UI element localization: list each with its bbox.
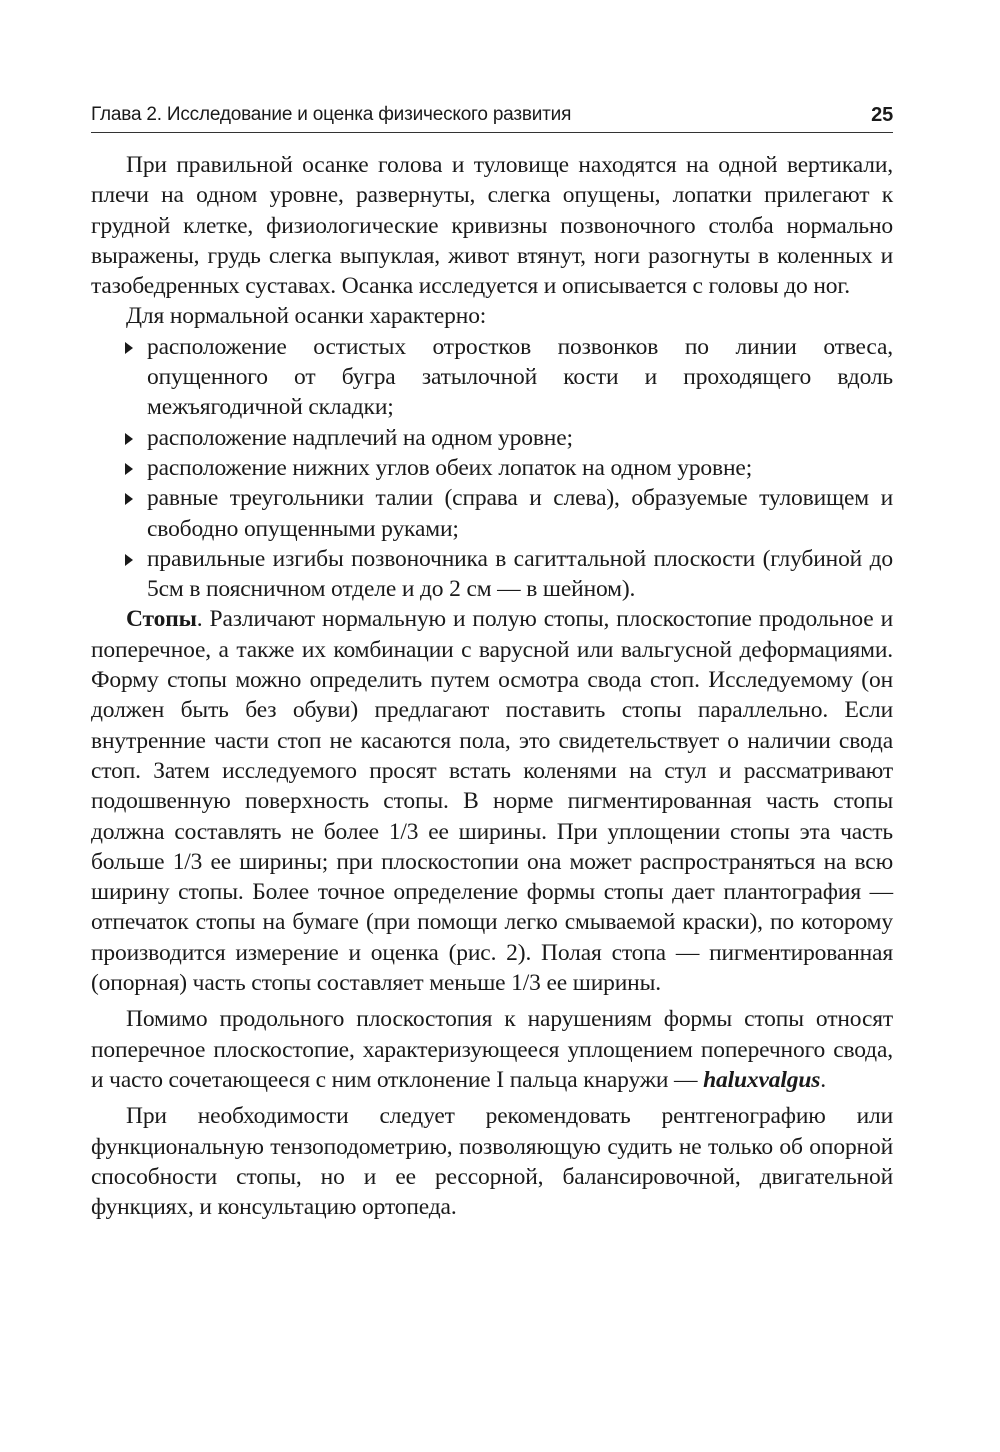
bullet-triangle-icon [125, 463, 133, 475]
body-text [91, 150, 893, 1222]
paragraph-posture: При правильной осанке голова и туловище находятся на одной вертикали, плечи на одном уровне, развернуты, слегка опущены, лопатки прилегают к грудной клетке, физиологические кривизны позвоночного столба нормально выражены, грудь слегка выпуклая, живот втянут, ноги разогнуты в коленных и тазобедренных суставах. Осанка исследуется и описывается с головы до ног. [91, 152, 893, 300]
latin-term: haluxvalgus [703, 1066, 821, 1093]
running-head [91, 100, 893, 130]
header-rule [91, 132, 893, 133]
feet-heading: Стопы [126, 606, 197, 633]
list-item: расположение нижних углов обеих лопаток на одном уровне; [147, 453, 893, 483]
chapter-title: Глава 2. Исследование и оценка физического развития [91, 104, 572, 125]
bullet-triangle-icon [125, 554, 133, 566]
posture-criteria-list [91, 332, 893, 605]
bullet-triangle-icon [125, 342, 133, 354]
bullet-triangle-icon [125, 493, 133, 505]
page-number: 25 [871, 104, 893, 126]
paragraph-recommendation: При необходимости следует рекомендовать рентгенографию или функциональную тензоподометрию, позволяющую судить не только об опорной способности стопы, но и ее рессорной, балансировочной, двигательной функциях, и консультацию ортопеда. [91, 1103, 893, 1221]
list-item: правильные изгибы позвоночника в сагиттальной плоскости (глубиной до 5см в поясничном отделе и до 2 см — в шейном). [147, 544, 893, 605]
list-item: расположение надплечий на одном уровне; [147, 423, 893, 453]
paragraph-transverse-flatfoot: Помимо продольного плоскостопия к нарушениям формы стопы относят поперечное плоскостопие, характеризующееся уплощением поперечного свода, и часто сочетающееся с ним отклонение I пальца кнаружи — haluxvalgus. [91, 1006, 893, 1093]
list-item: равные треугольники талии (справа и слева), образуемые туловищем и свободно опущенными руками; [147, 483, 893, 544]
paragraph-feet: Стопы. Различают нормальную и полую стопы, плоскостопие продольное и поперечное, а также их комбинации с варусной или вальгусной деформациями. Форму стопы можно определить путем осмотра свода стоп. Исследуемому (он должен быть без обуви) предлагают поставить стопы параллельно. Если внутренние части стоп не касаются пола, это свидетельствует о наличии свода стоп. Затем исследуемого просят встать коленями на стул и рассматривают подошвенную поверхность стопы. В норме пигментированная часть стопы должна составлять не более 1/3 ее ширины. При уплощении стопы эта часть больше 1/3 ее ширины; при плоскостопии она может распространяться на всю ширину стопы. Более точное определение формы стопы дает плантография — отпечаток стопы на бумаге (при помощи легко смываемой краски), по которому производится измерение и оценка (рис. 2). Полая стопа — пигментированная (опорная) часть стопы составляет меньше 1/3 ее ширины. [91, 606, 893, 997]
paragraph-normal-posture-intro: Для нормальной осанки характерно: [126, 303, 487, 330]
list-item: расположение остистых отростков позвонков по линии отвеса, опущенного от бугра затылочной кости и проходящего вдоль межъягодичной складки; [147, 332, 893, 423]
bullet-triangle-icon [125, 433, 133, 445]
